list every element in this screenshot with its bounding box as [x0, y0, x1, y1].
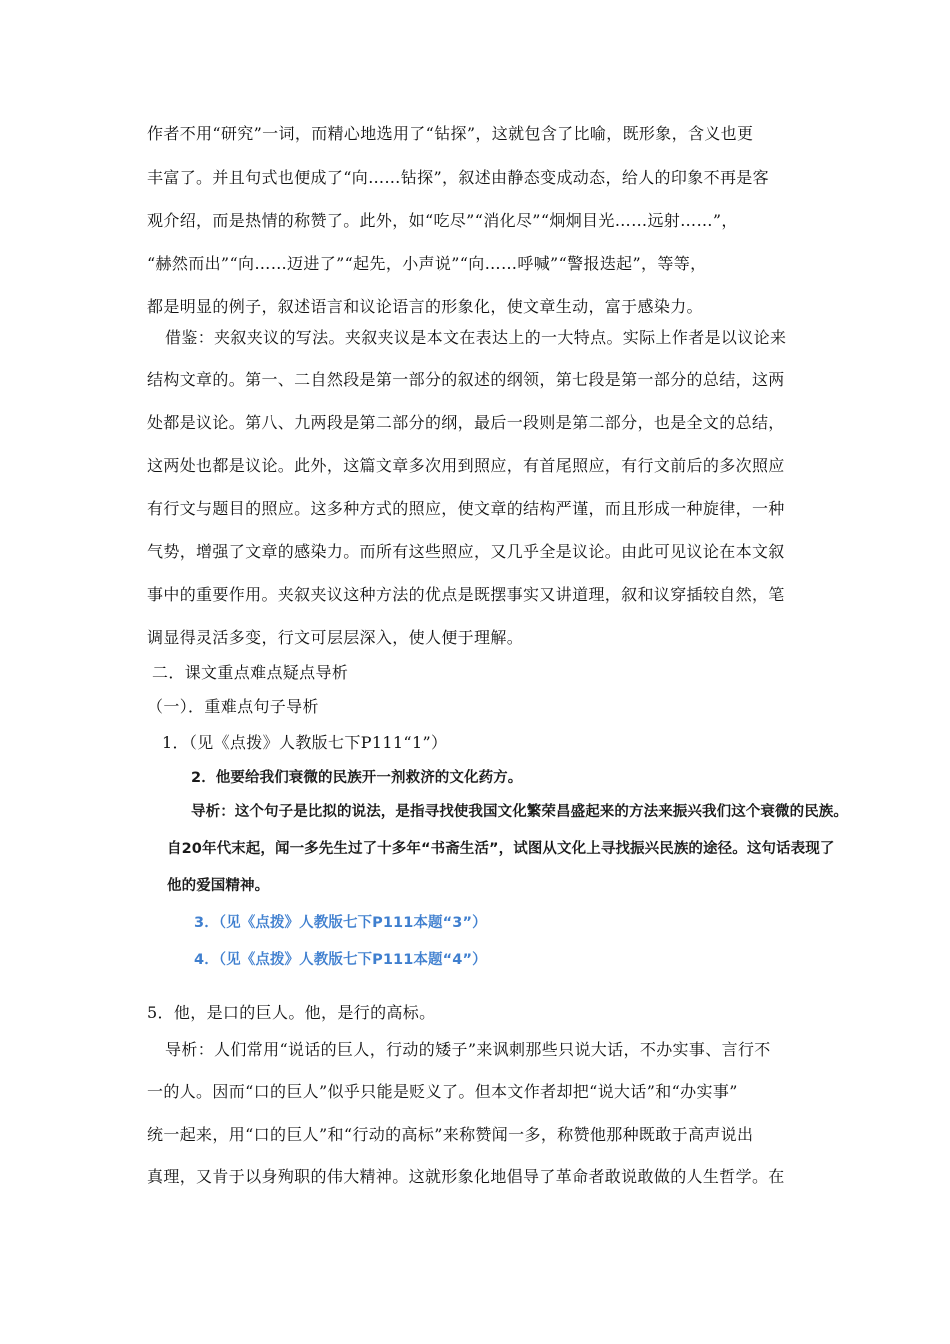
paragraph2-line-7: 事中的重要作用。夹叙夹议这种方法的优点是既摆事实又讲道理，叙和议穿插较自然，笔: [147, 585, 785, 604]
paragraph1-line-1: 作者不用“研究”一词，而精心地选用了“钻探”，这就包含了比喻，既形象，含义也更: [147, 124, 754, 143]
paragraph1-line-3: 观介绍，而是热情的称赞了。此外，如“吃尽”“消化尽”“炯炯目光……远射……”，: [147, 211, 738, 230]
paragraph2-line-2: 结构文章的。第一、二自然段是第一部分的叙述的纲领，第七段是第一部分的总结，这两: [147, 370, 785, 389]
paragraph2-line-3: 处都是议论。第八、九两段是第二部分的纲，最后一段则是第二部分，也是全文的总结，: [147, 413, 785, 432]
section-heading: 二．课文重点难点疑点导析: [152, 663, 349, 682]
item-5: 5．他，是口的巨人。他，是行的高标。: [147, 1003, 436, 1022]
paragraph2-line-6: 气势，增强了文章的感染力。而所有这些照应，又几乎全是议论。由此可见议论在本文叙: [147, 542, 785, 561]
paragraph1-line-5: 都是明显的例子，叙述语言和议论语言的形象化，使文章生动，富于感染力。: [147, 297, 703, 316]
scanned-analysis-line-2: 自20年代末起，闻一多先生过了十多年“书斋生活”，试图从文化上寻找振兴民族的途径。这句话表现了: [167, 841, 835, 857]
paragraph2-line-8: 调显得灵活多变，行文可层层深入，使人便于理解。: [147, 628, 524, 647]
paragraph3-line-4: 真理，又肯于以身殉职的伟大精神。这就形象化地倡导了革命者敢说敢做的人生哲学。在: [147, 1167, 785, 1186]
paragraph2-line-5: 有行文与题目的照应。这多种方式的照应，使文章的结构严谨，而且形成一种旋律，一种: [147, 499, 785, 518]
paragraph3-line-2: 一的人。因而“口的巨人”似乎只能是贬义了。但本文作者却把“说大话”和“办实事”: [147, 1082, 738, 1101]
paragraph2-line-1: 借鉴：夹叙夹议的写法。夹叙夹议是本文在表达上的一大特点。实际上作者是以议论来: [165, 328, 787, 347]
subsection-heading: （一）．重难点句子导析: [147, 697, 319, 716]
paragraph2-line-4: 这两处也都是议论。此外，这篇文章多次用到照应，有首尾照应，有行文前后的多次照应: [147, 456, 785, 475]
paragraph1-line-4: “赫然而出”“向……迈进了”“起先，小声说”“向……呼喊”“警报迭起”，等等，: [147, 254, 707, 273]
paragraph3-line-1: 导析：人们常用“说话的巨人，行动的矮子”来讽刺那些只说大话，不办实事、言行不: [165, 1040, 771, 1059]
paragraph3-line-3: 统一起来，用“口的巨人”和“行动的高标”来称赞闻一多，称赞他那种既敢于高声说出: [147, 1125, 754, 1144]
scanned-analysis-line-1: 导析：这个句子是比拟的说法，是指寻找使我国文化繁荣昌盛起来的方法来振兴我们这个衰微的民族。: [191, 804, 848, 820]
scanned-item-2: 2．他要给我们衰微的民族开一剂救济的文化药方。: [191, 770, 523, 786]
paragraph1-line-2: 丰富了。并且句式也便成了“向……钻探”，叙述由静态变成动态，给人的印象不再是客: [147, 168, 770, 187]
scanned-item-4: 4．（见《点拨》人教版七下P111本题“4”）: [194, 952, 487, 968]
scanned-analysis-line-3: 他的爱国精神。: [167, 878, 270, 894]
item-1: 1．（见《点拨》人教版七下P111“1”）: [162, 733, 448, 752]
scanned-item-3: 3．（见《点拨》人教版七下P111本题“3”）: [194, 915, 487, 931]
